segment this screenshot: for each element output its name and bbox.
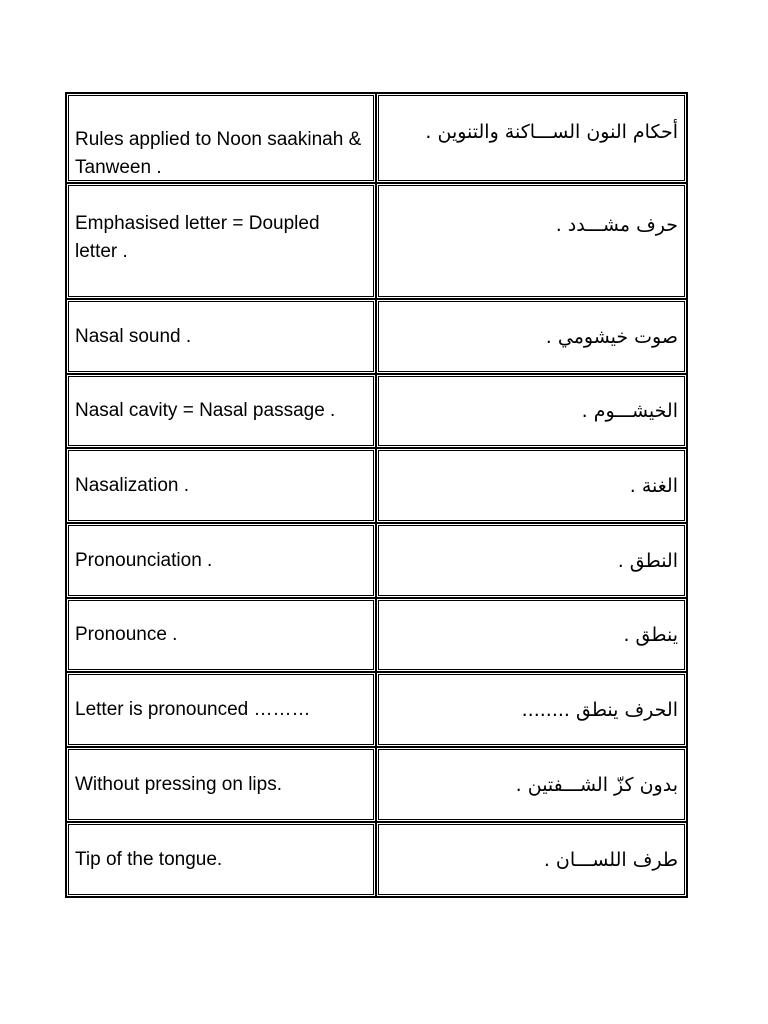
arabic-term: الحرف ينطق ........ [376,672,687,747]
arabic-term: الخيشـــوم . [376,374,687,448]
table-row [66,183,687,299]
english-term: Pronounciation . [66,523,376,598]
table-row [66,672,687,747]
arabic-term: الغنة . [376,448,687,523]
table-row [66,598,687,672]
arabic-term: صوت خيشومي . [376,299,687,374]
english-term: Nasal sound . [66,299,376,374]
english-term: Letter is pronounced ……… [66,672,376,747]
table-row [66,93,687,183]
english-term: Nasal cavity = Nasal passage . [66,374,376,448]
glossary-table [65,92,688,898]
arabic-term: بدون كزّ الشـــفتين . [376,747,687,822]
arabic-term: طرف اللســـان . [376,822,687,897]
table-row [66,822,687,897]
english-term: Tip of the tongue. [66,822,376,897]
english-term: Emphasised letter = Doupled letter . [66,183,376,299]
arabic-term: النطق . [376,523,687,598]
table-row [66,299,687,374]
table-row [66,747,687,822]
table-row [66,448,687,523]
arabic-term: ينطق . [376,598,687,672]
arabic-term: أحكام النون الســـاكنة والتنوين . [376,93,687,183]
arabic-term: حرف مشـــدد . [376,183,687,299]
english-term: Pronounce . [66,598,376,672]
table-row [66,374,687,448]
english-term: Without pressing on lips. [66,747,376,822]
table-row [66,523,687,598]
english-term: Nasalization . [66,448,376,523]
english-term: Rules applied to Noon saakinah & Tanween . [66,93,376,183]
